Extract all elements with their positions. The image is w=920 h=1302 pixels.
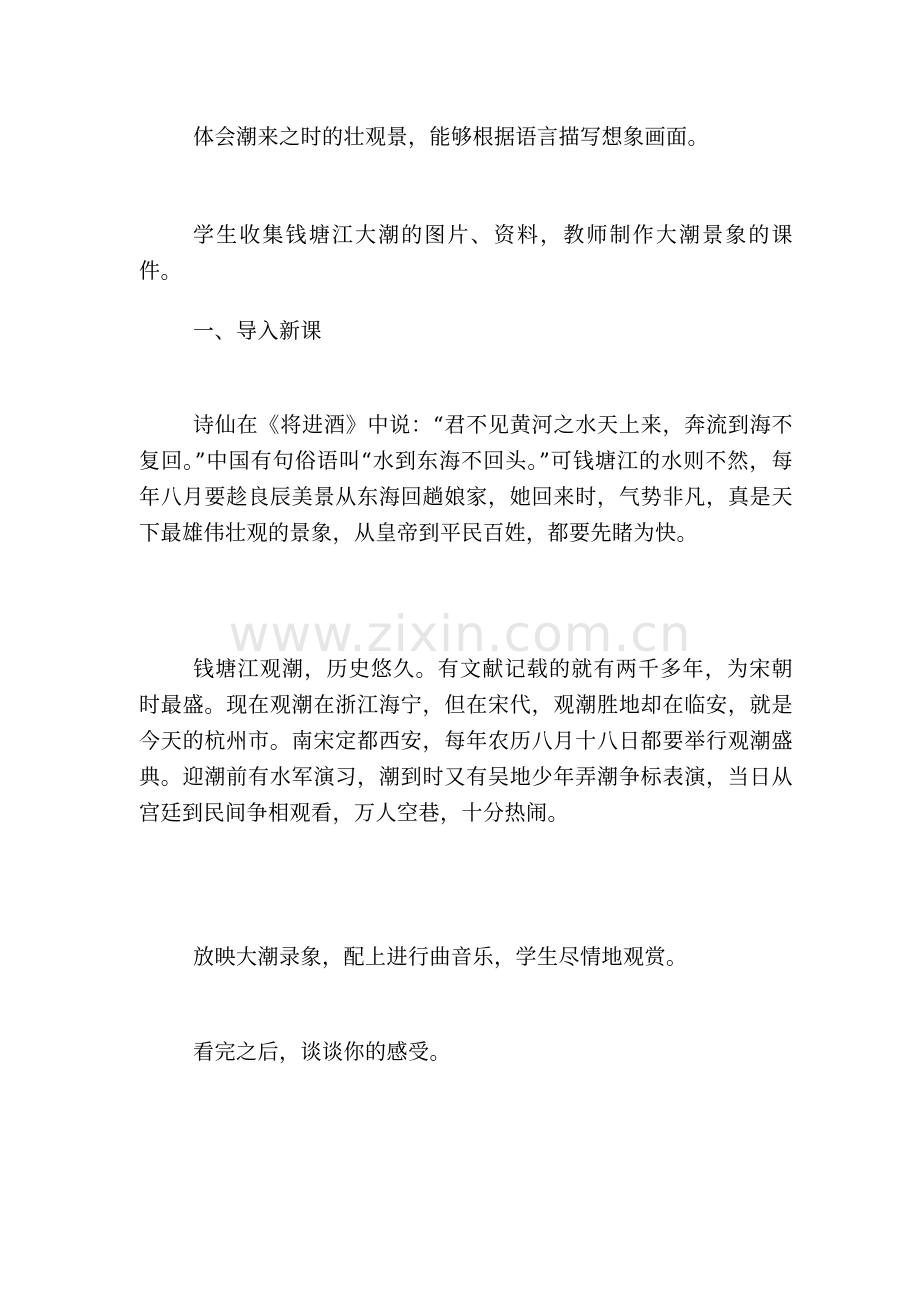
paragraph-history: 钱塘江观潮，历史悠久。有文献记载的就有两千多年，为宋朝时最盛。现在观潮在浙江海宁，但在宋代，观潮胜地却在临安，就是今天的杭州市。南宋定都西安，每年农历八月十八日都要举行观潮盛典。迎潮前有水军演习，潮到时又有吴地少年弄潮争标表演，当日从宫廷到民间争相观看，万人空巷，十分热闹。	[139, 657, 793, 825]
paragraph-objective: 体会潮来之时的壮观景，能够根据语言描写想象画面。	[193, 125, 709, 149]
paragraph-preparation: 学生收集钱塘江大潮的图片、资料，教师制作大潮景象的课件。	[139, 223, 793, 283]
paragraph-reflection: 看完之后，谈谈你的感受。	[193, 1040, 451, 1064]
section-heading-intro: 一、导入新课	[193, 319, 322, 343]
watermark-text: www.zixin.com.cn	[228, 605, 692, 663]
paragraph-video: 放映大潮录象，配上进行曲音乐，学生尽情地观赏。	[193, 945, 688, 969]
paragraph-poem-intro: 诗仙在《将进酒》中说：“君不见黄河之水天上来，奔流到海不复回。”中国有句俗语叫“水到东海不回头。”可钱塘江的水则不然，每年八月要趁良辰美景从东海回趟娘家，她回来时，气势非凡，真是天下最雄伟壮观的景象，从皇帝到平民百姓，都要先睹为快。	[139, 413, 793, 545]
